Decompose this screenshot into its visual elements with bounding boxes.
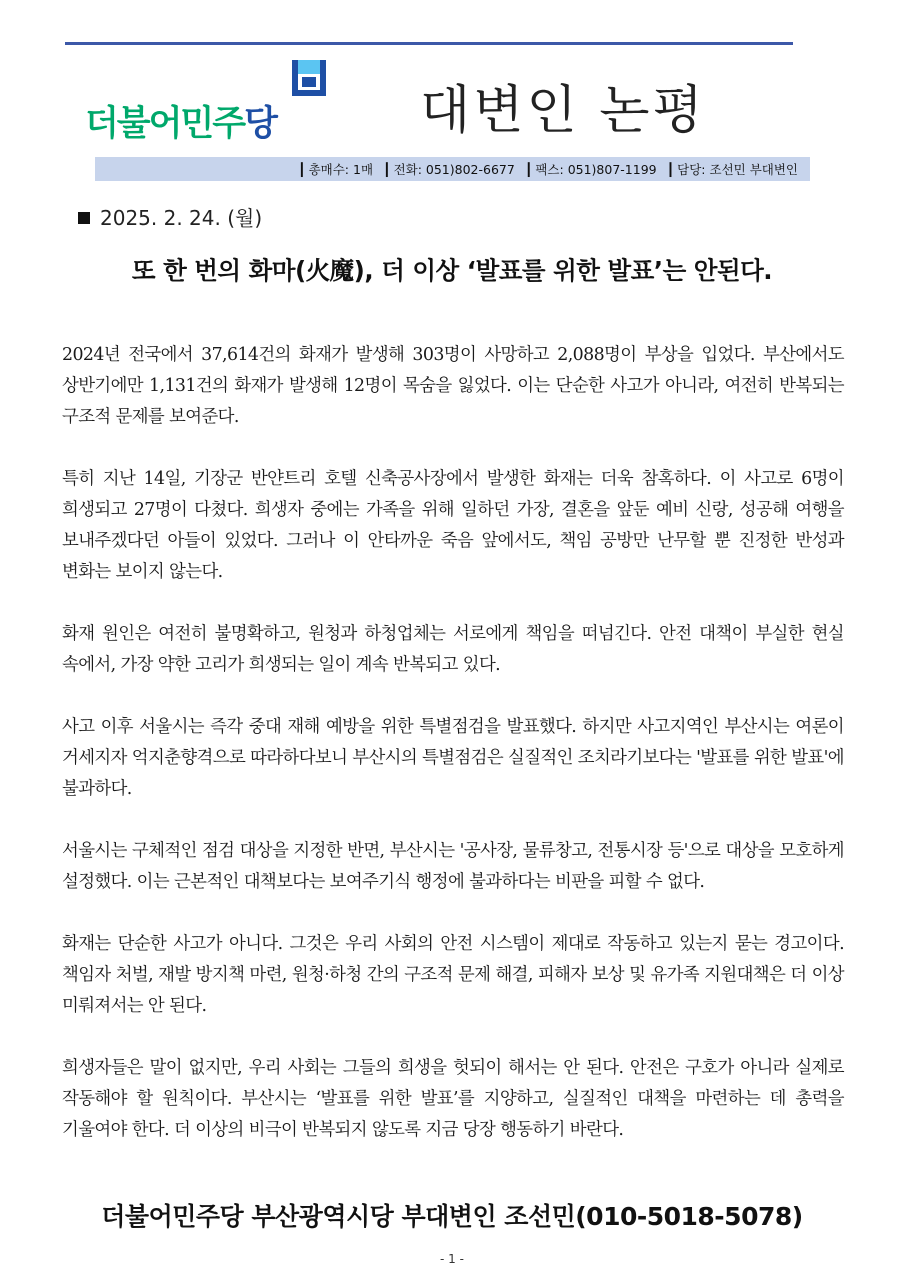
contact-info-bar [95,157,810,181]
document-type-title: 대변인 논평 [420,81,706,141]
signature-line: 더불어민주당 부산광역시당 부대변인 조선민(010-5018-5078) [101,1202,803,1231]
body-paragraph: 2024년 전국에서 37,614건의 화재가 발생해 303명이 사망하고 2,088명이 부상을 입었다. 부산에서도 상반기에만 1,131건의 화재가 발생해 12명이 목숨을 잃었다. 이는 단순한 사고가 아니라, 여전히 반복되는 구조적 문제를 보여준다. [62,345,844,427]
body-paragraph: 화재 원인은 여전히 불명확하고, 원청과 하청업체는 서로에게 책임을 떠넘긴다. 안전 대책이 부실한 현실 속에서, 가장 약한 고리가 희생되는 일이 계속 반복되고 있다. [62,624,844,675]
headline: 또 한 번의 화마(火魔), 더 이상 ‘발표를 위한 발표’는 안된다. [131,256,773,285]
party-logo-text-green: 더불어민주 [85,104,245,144]
release-date [78,202,262,231]
contact-fax: ┃ 팩스: 051)807-1199 [525,160,657,178]
body-paragraph: 희생자들은 말이 없지만, 우리 사회는 그들의 희생을 헛되이 해서는 안 된다. 안전은 구호가 아니라 실제로 작동해야 할 원칙이다. 부산시는 ‘발표를 위한 발표’를 지양하고, 실질적인 대책을 마련하는 데 총력을 기울여야 한다. 더 이상의 비극이 반복되지 않도록 지금 당장 행동하기 바란다. [62,1058,844,1140]
body-paragraph: 화재는 단순한 사고가 아니다. 그것은 우리 사회의 안전 시스템이 제대로 작동하고 있는지 묻는 경고이다. 책임자 처벌, 재발 방지책 마련, 원청·하청 간의 구조적 문제 해결, 피해자 보상 및 유가족 지원대책은 더 이상 미뤄져서는 안 된다. [62,934,844,1016]
contact-person: ┃ 담당: 조선민 부대변인 [667,160,798,178]
party-logo-text [85,96,276,146]
contact-pages: ┃ 총매수: 1매 [298,160,373,178]
header-top-rule [65,42,793,45]
page-number: - 1 - [440,1252,464,1266]
square-bullet-icon [78,212,90,224]
party-logo-mark-icon [290,58,328,98]
party-logo-text-blue: 당 [244,104,276,144]
release-date-text: 2025. 2. 24. (월) [100,206,263,230]
contact-phone: ┃ 전화: 051)802-6677 [383,160,515,178]
statement-body [62,340,844,1177]
party-logo [85,58,335,148]
body-paragraph: 서울시는 구체적인 점검 대상을 지정한 반면, 부산시는 '공사장, 물류창고, 전통시장 등'으로 대상을 모호하게 설정했다. 이는 근본적인 대책보다는 보여주기식 행정에 불과하다는 비판을 피할 수 없다. [62,841,844,892]
body-paragraph: 사고 이후 서울시는 즉각 중대 재해 예방을 위한 특별점검을 발표했다. 하지만 사고지역인 부산시는 여론이 거세지자 억지춘향격으로 따라하다보니 부산시의 특별점검은 실질적인 조치라기보다는 '발표를 위한 발표'에 불과하다. [62,717,844,799]
body-paragraph: 특히 지난 14일, 기장군 반얀트리 호텔 신축공사장에서 발생한 화재는 더욱 참혹하다. 이 사고로 6명이 희생되고 27명이 다쳤다. 희생자 중에는 가족을 위해 일하던 가장, 결혼을 앞둔 예비 신랑, 성공해 여행을 보내주겠다던 아들이 있었다. 그러나 이 안타까운 죽음 앞에서도, 책임 공방만 난무할 뿐 진정한 반성과 변화는 보이지 않는다. [62,469,844,582]
